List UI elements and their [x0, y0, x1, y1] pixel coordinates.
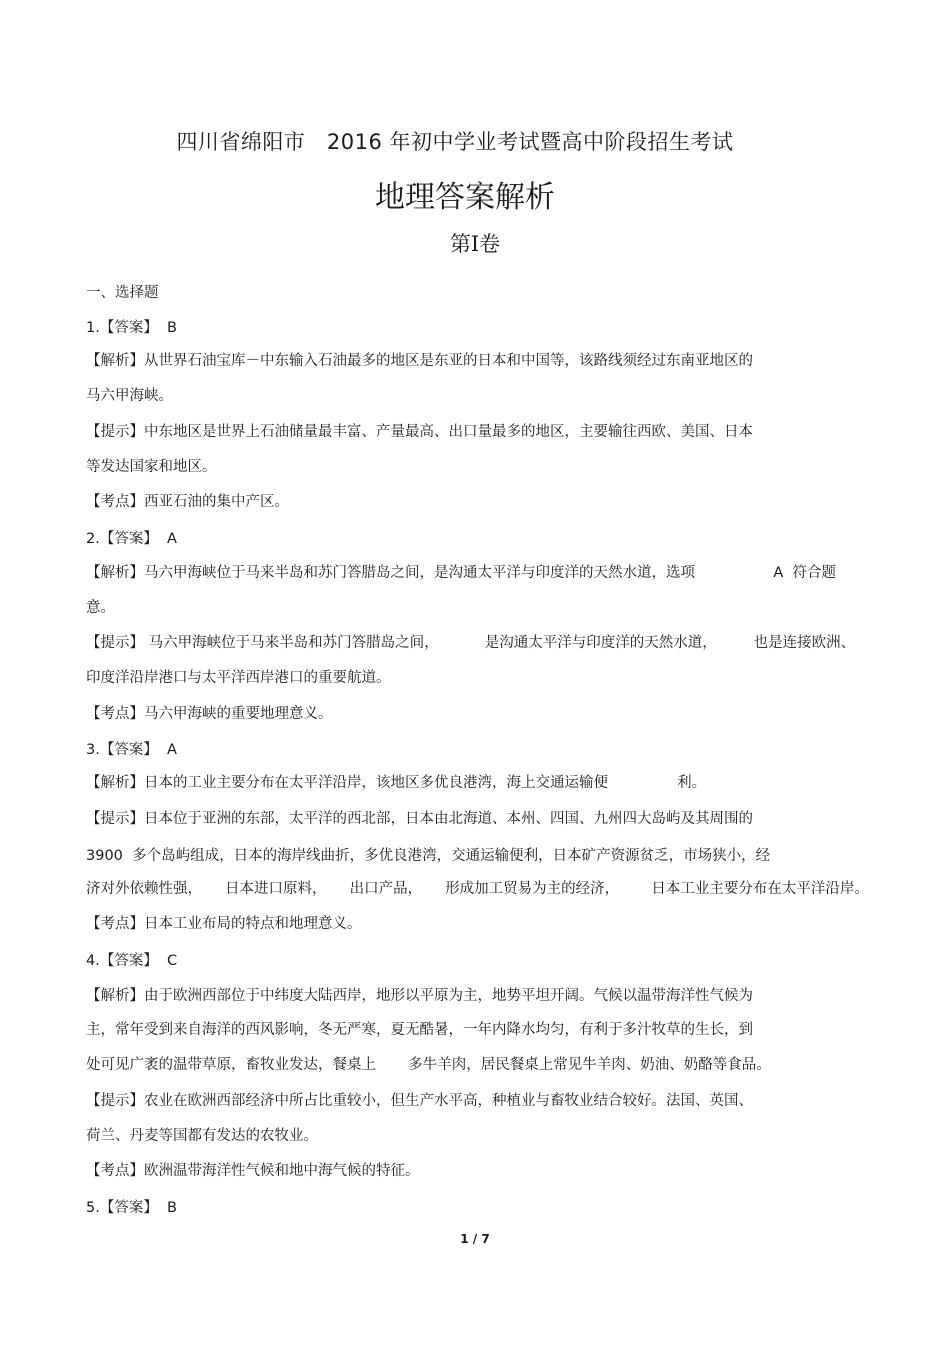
answer-line: 2.【答案】 A: [86, 531, 177, 547]
topic-line: 【考点】欧洲温带海洋性气候和地中海气候的特征。: [86, 1163, 420, 1179]
hint-line: 荷兰、丹麦等国都有发达的农牧业。: [86, 1128, 318, 1144]
document-title: 地理答案解析: [375, 180, 555, 215]
page-number: 1 / 7: [460, 1232, 490, 1246]
hint-line: 济对外依赖性强， 日本进口原料， 出口产品， 形成加工贸易为主的经济， 日本工业主要分布在太平洋沿岸。: [86, 881, 869, 897]
analysis-line: 【解析】马六甲海峡位于马来半岛和苏门答腊岛之间，是沟通太平洋与印度洋的天然水道，选项 A 符合题: [86, 565, 836, 581]
topic-line: 【考点】马六甲海峡的重要地理意义。: [86, 706, 333, 722]
hint-line: 等发达国家和地区。: [86, 459, 217, 475]
analysis-line: 马六甲海峡。: [86, 388, 173, 404]
analysis-line: 【解析】日本的工业主要分布在太平洋沿岸，该地区多优良港湾，海上交通运输便 利。: [86, 775, 707, 791]
answer-line: 3.【答案】 A: [86, 742, 177, 758]
hint-line: 【提示】 马六甲海峡位于马来半岛和苏门答腊岛之间， 是沟通太平洋与印度洋的天然水道， 也是连接欧洲、: [86, 635, 856, 651]
hint-line: 【提示】农业在欧洲西部经济中所占比重较小，但生产水平高，种植业与畜牧业结合较好。法国、英国、: [86, 1093, 753, 1109]
analysis-line: 意。: [86, 600, 115, 616]
topic-line: 【考点】日本工业布局的特点和地理意义。: [86, 916, 362, 932]
volume-title: 第Ⅰ卷: [449, 232, 501, 256]
topic-line: 【考点】西亚石油的集中产区。: [86, 494, 289, 510]
hint-line: 【提示】日本位于亚洲的东部，太平洋的西北部，日本由北海道、本州、四国、九州四大岛屿及其周围的: [86, 811, 753, 827]
hint-line: 3900 多个岛屿组成，日本的海岸线曲折，多优良港湾，交通运输便利，日本矿产资源贫乏，市场狭小，经: [86, 848, 771, 864]
answer-line: 1.【答案】 B: [86, 320, 177, 336]
answer-line: 5.【答案】 B: [86, 1200, 177, 1216]
hint-line: 【提示】中东地区是世界上石油储量最丰富、产量最高、出口量最多的地区，主要输往西欧、美国、日本: [86, 424, 753, 440]
analysis-line: 主，常年受到来自海洋的西风影响，冬无严寒，夏无酷暑，一年内降水均匀，有利于多汁牧草的生长，到: [86, 1022, 753, 1038]
analysis-line: 【解析】由于欧洲西部位于中纬度大陆西岸，地形以平原为主，地势平坦开阔。气候以温带海洋性气候为: [86, 988, 753, 1004]
analysis-line: 处可见广袤的温带草原，畜牧业发达，餐桌上 多牛羊肉，居民餐桌上常见牛羊肉、奶油、奶酪等食品。: [86, 1057, 771, 1073]
answer-line: 4.【答案】 C: [86, 953, 178, 969]
hint-line: 印度洋沿岸港口与太平洋西岸港口的重要航道。: [86, 670, 391, 686]
section-heading: 一、选择题: [86, 285, 159, 301]
exam-title: 四川省绵阳市 2016 年初中学业考试暨高中阶段招生考试: [176, 130, 734, 154]
analysis-line: 【解析】从世界石油宝库－中东输入石油最多的地区是东亚的日本和中国等，该路线须经过东南亚地区的: [86, 353, 753, 369]
